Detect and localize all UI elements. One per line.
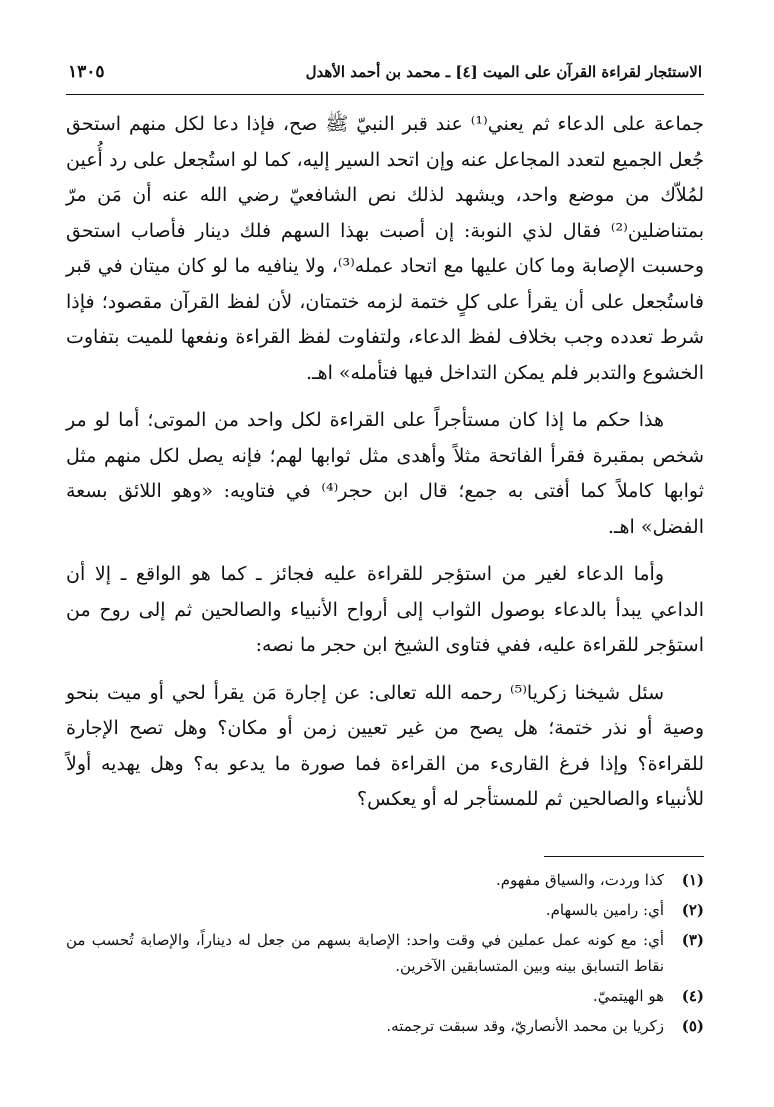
footnote-text: كذا وردت، والسياق مفهوم. — [495, 870, 664, 889]
paragraph-1: جماعة على الدعاء ثم يعني⁽¹⁾ عند قبر النبيّ ﷺ صح، فإذا دعا لكل منهم استحق جُعل الجميع لتعدد المجاعل عنه وإن اتحد السير إليه، كما لو استُجعل على رد أُعين لمُلاّك من موضع واحد، ويشهد لذلك نص الشافعيّ رضي الله عنه أن مَن مرّ بمتناضلين⁽²⁾ فقال لذي النوبة: إن أصبت بهذا السهم فلك دينار فأصاب استحق وحسبت الإصابة وما كان عليها مع اتحاد عمله⁽³⁾، ولا ينافيه ما لو كان ميتان في قبر فاستُجعل على أن يقرأ على كلٍ ختمة لزمه ختمتان، لأن لفظ القرآن مقصود؛ فإذا شرط تعدده وجب بخلاف لفظ الدعاء، ولتفاوت لفظ القراءة ونفعها للميت بتفاوت الخشوع والتدبر فلم يمكن التداخل فيها فتأمله» اهـ. — [66, 113, 705, 384]
footnote-number: (٥) — [681, 1016, 704, 1035]
footnote-text: هو الهيتميّ. — [592, 986, 664, 1005]
header-title: الاستئجار لقراءة القرآن على الميت [٤] ـ محمد بن أحمد الأهدل — [305, 63, 702, 81]
footnote-number: (١) — [681, 870, 704, 889]
header-rule — [66, 94, 704, 95]
main-text — [66, 107, 704, 818]
footnote-text: أي: رامين بالسهام. — [545, 900, 664, 919]
running-header — [66, 58, 704, 86]
footnote-number: (٣) — [681, 930, 704, 949]
footnote-2 — [66, 897, 704, 923]
footnote-5 — [66, 1013, 704, 1039]
page-number: ١٣٠٥ — [68, 62, 105, 82]
footnotes — [66, 867, 704, 1039]
footnote-1 — [66, 867, 704, 893]
footnote-4 — [66, 983, 704, 1009]
footnote-text: زكريا بن محمد الأنصاريّ، وقد سبقت ترجمته. — [386, 1016, 664, 1035]
footnote-number: (٢) — [681, 900, 704, 919]
footnote-number: (٤) — [681, 986, 704, 1005]
paragraph-2: هذا حكم ما إذا كان مستأجراً على القراءة لكل واحد من الموتى؛ أما لو مر شخص بمقبرة فقرأ الفاتحة مثلاً وأهدى مثل ثوابها لهم؛ فإنه يصل لكل منهم مثل ثوابها كاملاً كما أفتى به جمع؛ قال ابن حجر⁽⁴⁾ في فتاويه: «وهو اللائق بسعة الفضل» اهـ. — [66, 409, 704, 538]
paragraph-4: سئل شيخنا زكريا⁽⁵⁾ رحمه الله تعالى: عن إجارة مَن يقرأ لحي أو ميت بنحو وصية أو نذر ختمة؛ هل يصح من غير تعيين زمن أو مكان؟ وهل تصح الإجارة للقراءة؟ وإذا فرغ القارىء من القراءة فما صورة ما يدعو به؟ وهل يهديه أولاً للأنبياء والصالحين ثم للمستأجر له أو يعكس؟ — [66, 681, 704, 810]
paragraph-3: وأما الدعاء لغير من استؤجر للقراءة عليه فجائز ـ كما هو الواقع ـ إلا أن الداعي يبدأ بالدعاء بوصول الثواب إلى أرواح الأنبياء والصالحين ثم إلى روح من استؤجر للقراءة عليه، ففي فتاوى الشيخ ابن حجر ما نصه: — [66, 563, 704, 656]
footnote-3 — [66, 927, 704, 979]
footnote-rule — [544, 856, 704, 857]
footnote-text: أي: مع كونه عمل عملين في وقت واحد: الإصابة بسهم من جعل له ديناراً، والإصابة تُحسب من نقاط التسابق بينه وبين المتسابقين الآخرين. — [66, 930, 664, 975]
